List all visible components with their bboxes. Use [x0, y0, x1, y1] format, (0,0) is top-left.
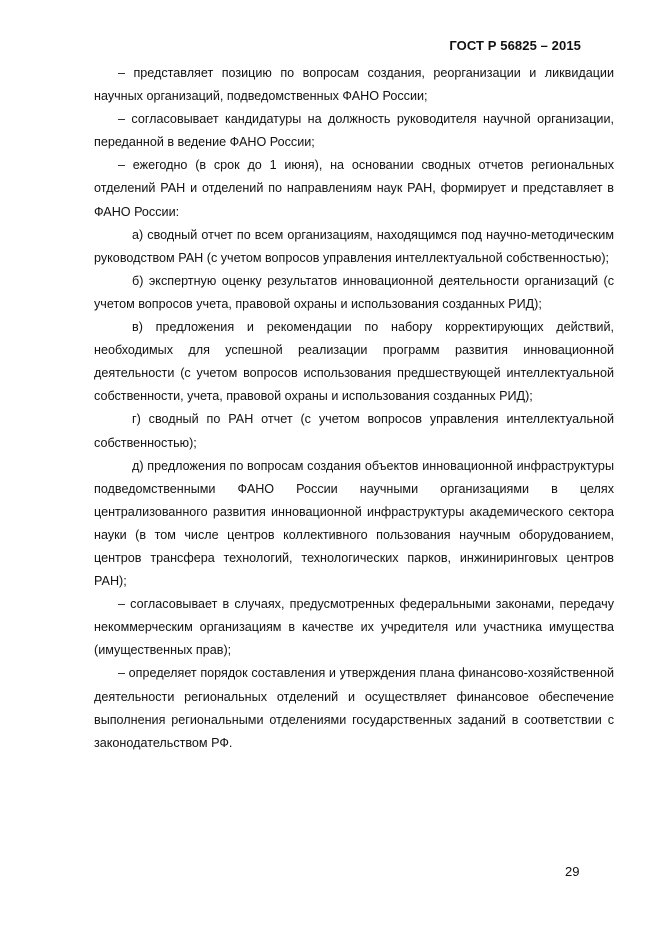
paragraph-item-g: г) сводный по РАН отчет (с учетом вопросов управления интеллектуальной собственностью); [94, 412, 614, 450]
document-header: ГОСТ Р 56825 – 2015 [449, 38, 581, 53]
paragraph-bullet-property-transfer: – согласовывает в случаях, предусмотренных федеральными законами, передачу некоммерческим организациям в качестве их учредителя или участника имущества (имущественных прав); [94, 597, 614, 658]
paragraph-item-b: б) экспертную оценку результатов инновационной деятельности организаций (с учетом вопросов учета, правовой охраны и использования созданных РИД); [94, 273, 614, 311]
page-number: 29 [565, 864, 580, 879]
paragraph-item-d: д) предложения по вопросам создания объектов инновационной инфраструктуры подведомственными ФАНО России научными организациями в целях централизованного развития инновационной инфраструктуры академического сектора науки (в том числе центров коллективного пользования научным оборудованием, центров трансфера технологий, технологических парков, инжиниринговых центров РАН); [94, 458, 614, 589]
paragraph-bullet-annual-reports: – ежегодно (в срок до 1 июня), на основании сводных отчетов региональных отделений РАН и отделений по направлениям наук РАН, формирует и представляет в ФАНО России: [94, 158, 614, 219]
paragraph-bullet-position: – представляет позицию по вопросам создания, реорганизации и ликвидации научных организаций, подведомственных ФАНО России; [94, 66, 614, 104]
paragraph-bullet-financial-plan: – определяет порядок составления и утверждения плана финансово-хозяйственной деятельности региональных отделений и осуществляет финансовое обеспечение выполнения региональными отделениями государственных заданий в соответствии с законодательством РФ. [94, 666, 614, 750]
paragraph-bullet-candidates: – согласовывает кандидатуры на должность руководителя научной организации, переданной в ведение ФАНО России; [94, 112, 614, 150]
document-body [94, 62, 614, 755]
paragraph-item-v: в) предложения и рекомендации по набору корректирующих действий, необходимых для успешной реализации программ развития инновационной деятельности (с учетом вопросов использования предшествующей интеллектуальной собственности, учета, правовой охраны и использования созданных РИД); [94, 320, 614, 404]
paragraph-item-a: а) сводный отчет по всем организациям, находящимся под научно-методическим руководством РАН (с учетом вопросов управления интеллектуальной собственностью); [94, 227, 614, 265]
